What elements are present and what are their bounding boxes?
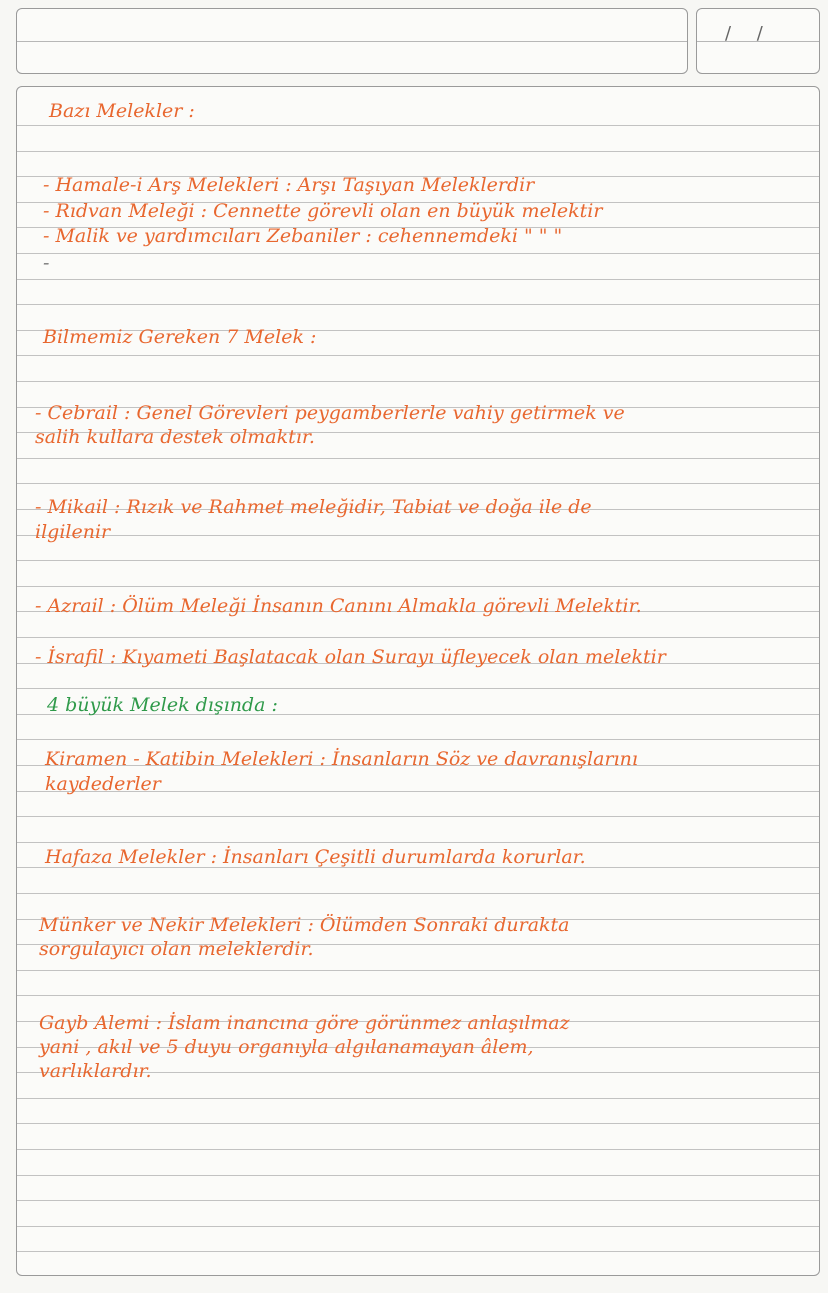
ruled-line (17, 151, 819, 152)
ruled-line (17, 739, 819, 740)
note-kiramen-line2: kaydederler (45, 773, 161, 795)
note-ridvan: - Rıdvan Meleği : Cennette görevli olan en büyük melektir (43, 200, 603, 222)
date-field: / / (725, 23, 773, 44)
ruled-line (17, 1226, 819, 1227)
note-israfil: - İsrafil : Kıyameti Başlatacak olan Surayı üfleyecek olan melektir (35, 646, 666, 668)
ruled-line (17, 279, 819, 280)
note-hamale: - Hamale-i Arş Melekleri : Arşı Taşıyan Meleklerdir (43, 174, 535, 196)
note-munker-line1: Münker ve Nekir Melekleri : Ölümden Sonraki durakta (39, 914, 570, 936)
note-munker-line2: sorgulayıcı olan meleklerdir. (39, 938, 314, 960)
heading-bilmemiz-gereken: Bilmemiz Gereken 7 Melek : (43, 326, 317, 348)
heading-dort-buyuk: 4 büyük Melek dışında : (47, 694, 278, 716)
ruled-line (17, 893, 819, 894)
ruled-line (17, 816, 819, 817)
note-malik: - Malik ve yardımcıları Zebaniler : cehennemdeki " " " (43, 225, 563, 247)
ruled-line (17, 995, 819, 996)
ruled-line (17, 1251, 819, 1252)
ruled-line (17, 355, 819, 356)
header-title-box (16, 8, 688, 74)
notebook-page (16, 86, 820, 1276)
note-blank-dash: - (43, 252, 50, 274)
note-gayb-line2: yani , akıl ve 5 duyu organıyla algılanamayan âlem, (39, 1036, 534, 1058)
ruled-line (17, 458, 819, 459)
note-kiramen-line1: Kiramen - Katibin Melekleri : İnsanların Söz ve davranışlarını (45, 748, 638, 770)
note-cebrail-line1: - Cebrail : Genel Görevleri peygamberlerle vahiy getirmek ve (35, 402, 625, 424)
ruled-line (17, 560, 819, 561)
ruled-line (17, 1175, 819, 1176)
ruled-line (17, 483, 819, 484)
ruled-line (17, 381, 819, 382)
note-gayb-line3: varlıklardır. (39, 1060, 152, 1082)
note-cebrail-line2: salih kullara destek olmaktır. (35, 426, 315, 448)
header-date-box (696, 8, 820, 74)
ruled-line (17, 1200, 819, 1201)
ruled-line (17, 1123, 819, 1124)
ruled-line (17, 970, 819, 971)
ruled-line (17, 1098, 819, 1099)
heading-bazi-melekler: Bazı Melekler : (49, 100, 195, 122)
note-mikail-line2: ilgilenir (35, 521, 111, 543)
note-azrail: - Azrail : Ölüm Meleği İnsanın Canını Almakla görevli Melektir. (35, 595, 642, 617)
ruled-line (17, 637, 819, 638)
note-hafaza: Hafaza Melekler : İnsanları Çeşitli durumlarda korurlar. (45, 846, 586, 868)
ruled-line (17, 1149, 819, 1150)
note-mikail-line1: - Mikail : Rızık ve Rahmet meleğidir, Tabiat ve doğa ile de (35, 496, 592, 518)
ruled-line (17, 586, 819, 587)
note-gayb-line1: Gayb Alemi : İslam inancına göre görünmez anlaşılmaz (39, 1012, 570, 1034)
ruled-line (17, 304, 819, 305)
